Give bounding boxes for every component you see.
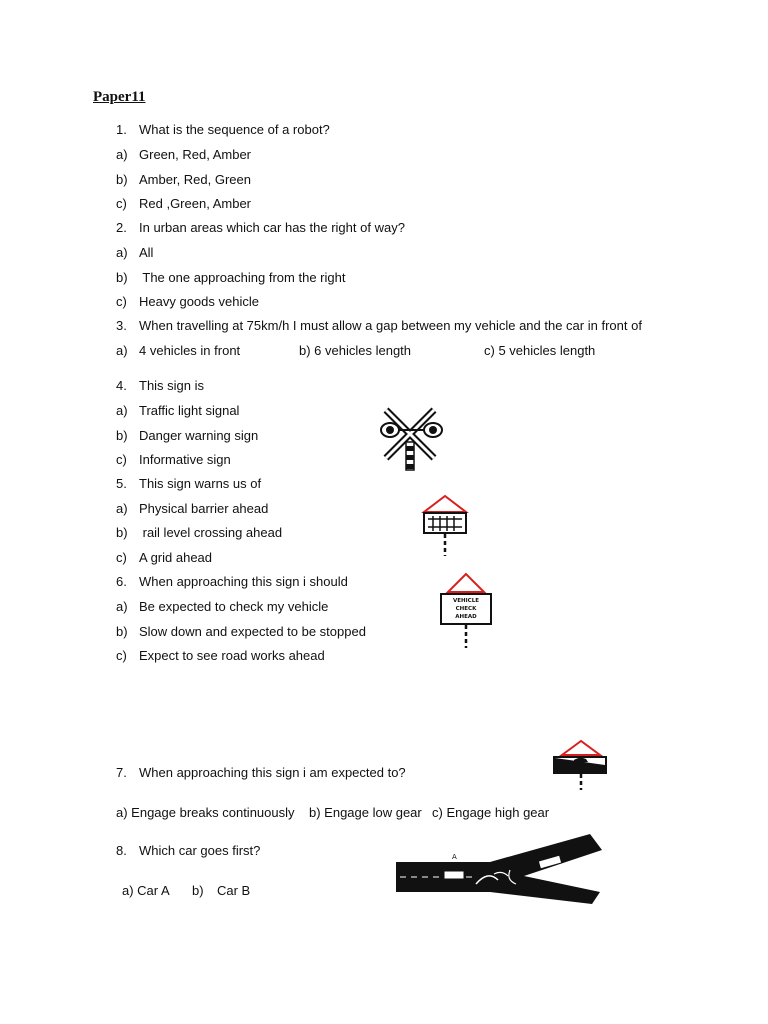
option-label: a)	[116, 599, 128, 614]
option-text: Physical barrier ahead	[139, 501, 269, 516]
option-text: Red ,Green, Amber	[139, 196, 251, 211]
option-text: b) 6 vehicles length	[299, 343, 412, 358]
question-number: 8.	[116, 843, 127, 858]
option-label: b)	[192, 883, 204, 898]
option-label: c)	[116, 294, 127, 309]
question-number: 5.	[116, 476, 127, 491]
option-text: A grid ahead	[139, 550, 213, 565]
option-label: b)	[116, 270, 128, 285]
question-text: When approaching this sign i am expected to?	[139, 765, 406, 780]
page-title: Paper11	[93, 89, 146, 105]
option-text: Danger warning sign	[139, 428, 259, 443]
option-text: rail level crossing ahead	[139, 525, 283, 540]
sign-text-line: AHEAD	[455, 614, 477, 620]
option-text: Heavy goods vehicle	[139, 294, 259, 309]
question-number: 4.	[116, 378, 127, 393]
option-text: Traffic light signal	[139, 403, 240, 418]
junction-diagram	[394, 832, 606, 906]
question-text: Which car goes first?	[139, 843, 261, 858]
question-text: This sign is	[139, 378, 205, 393]
option-text: All	[139, 245, 154, 260]
option-text: Be expected to check my vehicle	[139, 599, 329, 614]
question-text: When travelling at 75km/h I must allow a gap between my vehicle and the car in front of	[139, 318, 642, 333]
option-label: a)	[116, 501, 128, 516]
question-text: When approaching this sign i should	[139, 574, 348, 589]
sign-text-line: CHECK	[455, 606, 477, 612]
question-text: This sign warns us of	[139, 476, 262, 491]
option-text: Slow down and expected to be stopped	[139, 624, 366, 639]
car-a-icon	[444, 871, 464, 879]
option-text: c) 5 vehicles length	[484, 343, 596, 358]
option-text: Amber, Red, Green	[139, 172, 251, 187]
option-text: Green, Red, Amber	[139, 147, 251, 162]
option-text: a) Car A	[122, 883, 170, 898]
question-text: In urban areas which car has the right of way?	[139, 220, 405, 235]
question-text: What is the sequence of a robot?	[139, 122, 330, 137]
option-label: c)	[116, 648, 127, 663]
option-label: c)	[116, 196, 127, 211]
question-number: 6.	[116, 574, 127, 589]
car-b-label: B	[559, 866, 564, 874]
option-label: b)	[116, 525, 128, 540]
question-number: 3.	[116, 318, 127, 333]
option-text: Car B	[217, 883, 251, 898]
option-label: b)	[116, 172, 128, 187]
vehicle-check-sign-icon	[438, 572, 498, 650]
option-label: b)	[116, 428, 128, 443]
steep-descent-sign-icon	[548, 738, 612, 792]
option-label: a)	[116, 403, 128, 418]
option-text: The one approaching from the right	[139, 270, 346, 285]
question-number: 1.	[116, 122, 127, 137]
option-text: Informative sign	[139, 452, 231, 467]
option-label: b)	[116, 624, 128, 639]
option-text: 4 vehicles in front	[139, 343, 241, 358]
option-label: a)	[116, 343, 128, 358]
sign-text-line: VEHICLE	[453, 598, 479, 604]
option-text: a) Engage breaks continuously	[116, 805, 295, 820]
question-number: 2.	[116, 220, 127, 235]
rail-crossing-sign-icon	[418, 494, 472, 558]
level-crossing-signal-icon	[372, 404, 448, 472]
option-label: a)	[116, 147, 128, 162]
option-text: Expect to see road works ahead	[139, 648, 325, 663]
option-text: b) Engage low gear	[309, 805, 422, 820]
option-label: c)	[116, 550, 127, 565]
option-label: a)	[116, 245, 128, 260]
option-label: c)	[116, 452, 127, 467]
question-number: 7.	[116, 765, 127, 780]
car-a-label: A	[452, 853, 457, 861]
option-text: c) Engage high gear	[432, 805, 550, 820]
